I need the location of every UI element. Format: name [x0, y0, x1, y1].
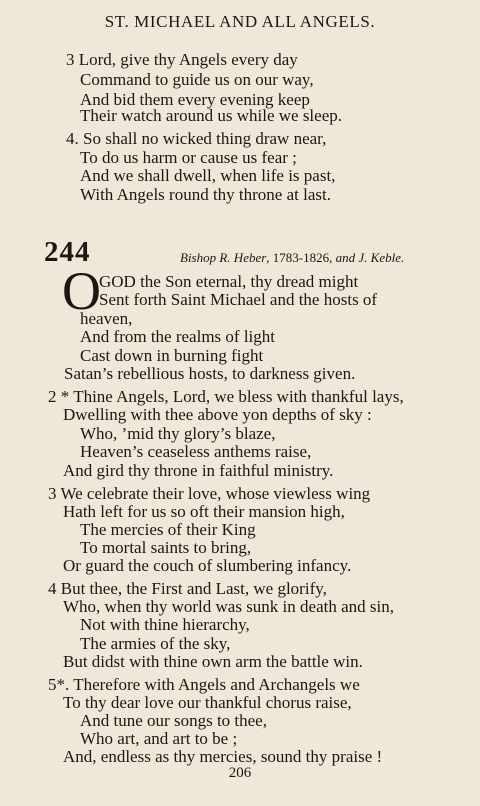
hymn-line: 5*. Therefore with Angels and Archangels we — [48, 675, 360, 694]
hymn-line: Who, when thy world was sunk in death and sin, — [63, 597, 394, 616]
hymn-line: To mortal saints to bring, — [80, 538, 252, 557]
hymn-line: Heaven’s ceaseless anthems raise, — [80, 442, 312, 461]
hymn-line: With Angels round thy throne at last. — [80, 185, 331, 204]
author: Bishop R. Heber — [180, 250, 267, 265]
hymn-line: And from the realms of light — [80, 327, 275, 346]
hymn-line: Satan’s rebellious hosts, to darkness given. — [64, 364, 356, 383]
hymn-line: Not with thine hierarchy, — [80, 615, 250, 634]
hymn-line: 3 Lord, give thy Angels every day — [66, 50, 298, 69]
hymn-line: To thy dear love our thankful chorus raise, — [63, 693, 352, 712]
hymn-line: Dwelling with thee above yon depths of sky : — [63, 405, 372, 424]
hymn-line: And gird thy throne in faithful ministry. — [63, 461, 334, 480]
hymn-line: 4 But thee, the First and Last, we glorify, — [48, 579, 327, 598]
hymn-line: And, endless as thy mercies, sound thy praise ! — [63, 747, 383, 766]
hymn-line: heaven, — [80, 309, 133, 328]
hymn-line: Sent forth Saint Michael and the hosts of — [99, 290, 378, 309]
hymn-line: The armies of the sky, — [80, 634, 231, 653]
hymn-line: And bid them every evening keep — [80, 90, 310, 109]
hymn-line: Who, ’mid thy glory’s blaze, — [80, 424, 276, 443]
hymn-line: Hath left for us so oft their mansion high, — [63, 502, 345, 521]
hymn-line: Their watch around us while we sleep. — [80, 106, 342, 125]
hymn-number: 244 — [44, 236, 91, 268]
hymn-line: 2 * Thine Angels, Lord, we bless with thankful lays, — [48, 387, 404, 406]
hymn-line: But didst with thine own arm the battle win. — [63, 652, 363, 671]
hymn-line: 4. So shall no wicked thing draw near, — [66, 129, 327, 148]
hymn-line: The mercies of their King — [80, 520, 256, 539]
coauthor: and J. Keble. — [335, 250, 405, 265]
hymn-line: Command to guide us on our way, — [80, 70, 314, 89]
page-title: ST. MICHAEL AND ALL ANGELS. — [104, 12, 376, 31]
hymn-line: To do us harm or cause us fear ; — [80, 148, 297, 167]
hymn-line: Who art, and art to be ; — [80, 729, 238, 748]
hymn-line: And tune our songs to thee, — [80, 711, 267, 730]
drop-cap: O — [62, 261, 101, 321]
hymn-attribution — [180, 250, 404, 266]
author-dates: , 1783-1826, — [266, 250, 336, 265]
hymn-line: And we shall dwell, when life is past, — [80, 166, 336, 185]
hymn-line: GOD the Son eternal, thy dread might — [99, 272, 359, 291]
hymn-line: Cast down in burning fight — [80, 346, 264, 365]
hymn-line: 3 We celebrate their love, whose viewless wing — [48, 484, 371, 503]
hymn-line: Or guard the couch of slumbering infancy. — [63, 556, 352, 575]
page-number: 206 — [228, 765, 252, 781]
